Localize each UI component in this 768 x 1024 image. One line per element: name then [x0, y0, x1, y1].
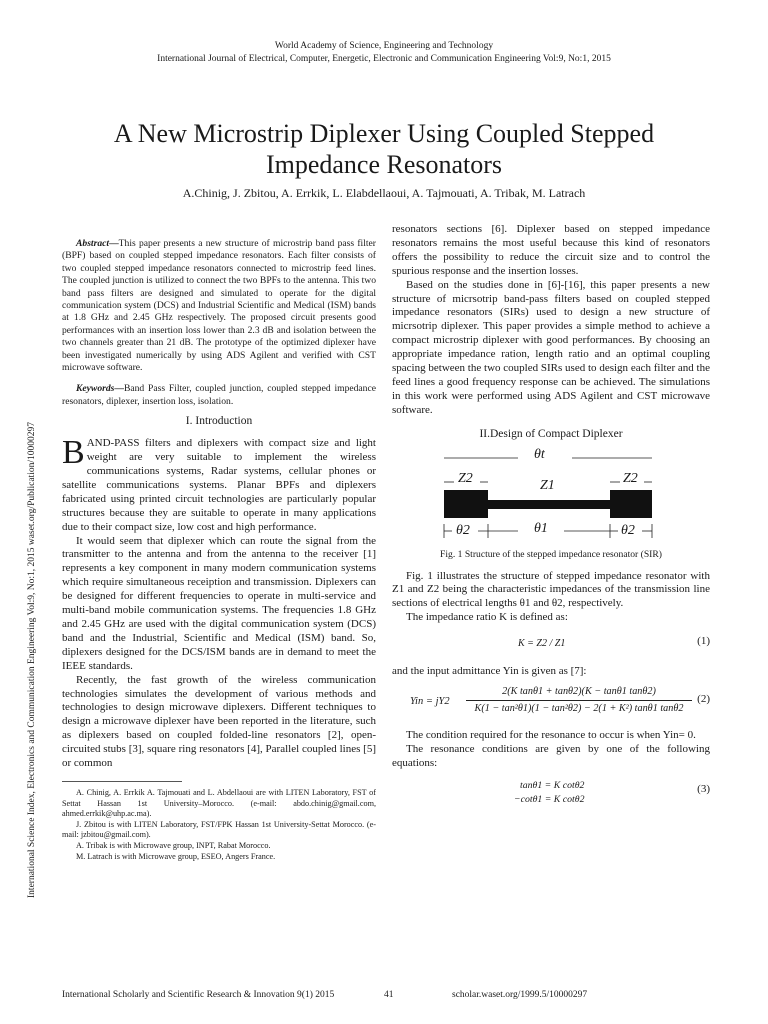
section-heading-design: II.Design of Compact Diplexer — [479, 427, 623, 440]
abstract-dash: — — [109, 238, 119, 249]
footer-right: scholar.waset.org/1999.5/10000297 — [452, 990, 588, 1000]
right-paragraph-3: Fig. 1 illustrates the structure of stepped impedance resonator with Z1 and Z2 being the characteristic impedances of the transmission line sections of electrical lengths θ1 and θ2, respectively. — [392, 569, 710, 610]
affiliation-2: J. Zbitou is with LITEN Laboratory, FST/FPK Hassan 1st University-Settat Morocco. (e-mail: jzbitou@gmail.com). — [62, 819, 376, 840]
equation-3 — [392, 771, 710, 811]
keywords — [62, 383, 376, 408]
equation-2-denominator: K(1 − tan²θ1)(1 − tan²θ2) − 2(1 + K²) tanθ1 tanθ2 — [474, 703, 684, 715]
affiliation-4: M. Latrach is with Microwave group, ESEO, Angers France. — [76, 851, 276, 861]
intro-p1-text: AND-PASS filters and diplexers with compact size and light weight are very suitable to implement the wireless communications systems, Radar systems, cellular phones or satellite communications systems. Planar BPFs and diplexers fabricated using printed circuit technologies are particularly popular structures because they are suitable to operate in many applications due to their compact size, low cost and high performance. — [62, 437, 376, 533]
intro-paragraph-3: Recently, the fast growth of the wireless communication technologies simulates the development of various methods and technologies to design microwave diplexers. Different techniques to design a microwave diplexer have been reported in the literature, such as diplexers based on coupled folded-line resonators [2], open-circuited stubs [3], square ring resonators [4], Parallel coupled lines [5] or common — [62, 673, 376, 770]
equation-2-lhs: Yin = jY2 — [410, 696, 450, 708]
paper-title — [40, 118, 728, 180]
sir-figure — [392, 446, 710, 546]
label-z1: Z1 — [540, 477, 555, 493]
title-line1: A New Microstrip Diplexer Using Coupled Stepped — [113, 119, 655, 148]
affiliations — [62, 788, 376, 862]
equation-1-body: K = Z2 / Z1 — [518, 638, 566, 650]
author-list: A.Chinig, J. Zbitou, A. Errkik, L. Elabdellaoui, A. Tajmouati, A. Tribak, M. Latrach — [182, 186, 586, 200]
z2-right-section — [610, 490, 652, 518]
right-paragraph-4: The impedance ratio K is defined as: — [406, 611, 568, 624]
right-paragraph-1: resonators sections [6]. Diplexer based on stepped impedance resonators remains the most useful because this kind of resonators offers the possibility to reduce the circuit size and to control the spurious response and the insertion losses. — [392, 223, 710, 277]
equation-2-number: (2) — [697, 693, 710, 706]
equation-2-numerator: 2(K tanθ1 + tanθ2)(K − tanθ1 tanθ2) — [466, 685, 692, 701]
right-paragraph-2: Based on the studies done in [6]-[16], this paper presents a new structure of micrsotrip band-pass filters based on coupled stepped impedance resonators (SIRs) used to design a new structure of micrsotrip diplexer. This paper provides a simple method to achieve a compact microstrip diplexer with good performances. By choosing an appropriate impedance ration, length ratio and an optimal coupling spacing between the two coupled SIRs used to design each filter and the feed lines a good frequency response can be achieved. The simulations in this work were performed using ADS Agilent and CST microwave software. — [392, 278, 710, 416]
journal-header-line1: World Academy of Science, Engineering and Technology — [274, 41, 494, 51]
right-paragraph-6: The condition required for the resonance to occur is when Yin= 0. — [406, 729, 696, 742]
equation-3a: tanθ1 = K cotθ2 — [520, 779, 585, 791]
left-column — [62, 238, 376, 862]
section-heading-intro: I. Introduction — [185, 415, 253, 428]
sir-diagram — [392, 446, 710, 546]
equation-3b: −cotθ1 = K cotθ2 — [514, 793, 585, 805]
footnote-divider — [62, 781, 182, 782]
affiliation-1: A. Chinig, A. Errkik A. Tajmouati and L. Abdellaoui are with LITEN Laboratory, FST of Settat Hassan 1st University–Morocco. (e-mail: abdo.chinig@gmail.com, ahmed.errkik@uhp.ac.ma). — [62, 787, 376, 819]
abstract — [62, 238, 376, 374]
label-theta2-right: θ2 — [621, 522, 635, 538]
equation-1-number: (1) — [697, 635, 710, 648]
label-z2-right: Z2 — [623, 470, 638, 486]
sidebar-citation — [24, 300, 40, 1020]
page-number: 41 — [384, 990, 394, 1000]
abstract-label: Abstract — [76, 238, 110, 249]
label-theta2-left: θ2 — [456, 522, 470, 538]
z2-left-section — [444, 490, 488, 518]
equation-2 — [392, 679, 710, 729]
right-column — [392, 223, 710, 811]
keywords-dash: — — [114, 383, 124, 395]
sidebar-citation-text: International Science Index, Electronics and Communication Engineering Vol:9, No:1, 2015 waset.org/Publication/10000297 — [27, 422, 37, 898]
z1-section — [488, 500, 610, 509]
journal-header-line2: International Journal of Electrical, Computer, Energetic, Electronic and Communication Engineering Vol:9, No:1, 2015 — [157, 54, 611, 64]
right-paragraph-7: The resonance conditions are given by one of the following equations: — [392, 742, 710, 769]
equation-1 — [392, 625, 710, 665]
intro-paragraph-2: It would seem that diplexer which can route the signal from the transmitter to the antenna and from the antenna to the receiver [1] represents a key component in many modern communication systems which require simultaneous receiption and transmission. Diplexers can be designed for different frequencies to operate in multi-service and multi-band mobile communication systems. The frequencies 1.8 GHz and 2.45 GHz are used with the digital communication system (DCS) band and the Industrial, Scientific and Medical (ISM) band. So, diplexers designed for the DCS/ISM bands are in demand to meet the IEEE standards. — [62, 534, 376, 672]
keywords-label: Keywords — [76, 383, 115, 395]
equation-3-number: (3) — [697, 782, 710, 795]
label-theta-t: θt — [534, 446, 545, 462]
drop-cap: B — [62, 434, 85, 472]
label-theta1: θ1 — [534, 520, 548, 536]
intro-paragraph-1 — [62, 434, 376, 534]
keywords-text: Band Pass Filter, coupled junction, coupled stepped impedance resonators, diplexer, insertion loss, isolation. — [62, 383, 376, 407]
footer-left: International Scholarly and Scientific Research & Innovation 9(1) 2015 — [62, 990, 335, 1000]
figure-caption: Fig. 1 Structure of the stepped impedance resonator (SIR) — [440, 548, 662, 560]
abstract-text: This paper presents a new structure of microstrip band pass filter (BPF) based on coupled stepped impedance resonators. Each filter consists of two coupled stepped impedance resonators connected to microstrip feed lines. The coupled junction is utilized to connect the two BPFs to the antenna. This two band pass filters are designed and simulated to operate for the digital communication system (DCS) and Industrial Scientific and Medical (ISM) bands at 1.8 GHz and 2.45 GHz respectively. The proposed circuit presents good performances with an insertion loss lower than 2.3 dB and isolation between the two channels greater than 21 dB. The prototype of the optimized diplexer have been investigated numerically by using ADS Agilent and verified with CST microwave software. — [62, 238, 376, 374]
affiliation-3: A. Tribak is with Microwave group, INPT, Rabat Morocco. — [76, 840, 271, 850]
right-paragraph-5: and the input admittance Yin is given as [7]: — [392, 665, 587, 678]
label-z2-left: Z2 — [458, 470, 473, 486]
title-line2: Impedance Resonators — [265, 150, 503, 179]
